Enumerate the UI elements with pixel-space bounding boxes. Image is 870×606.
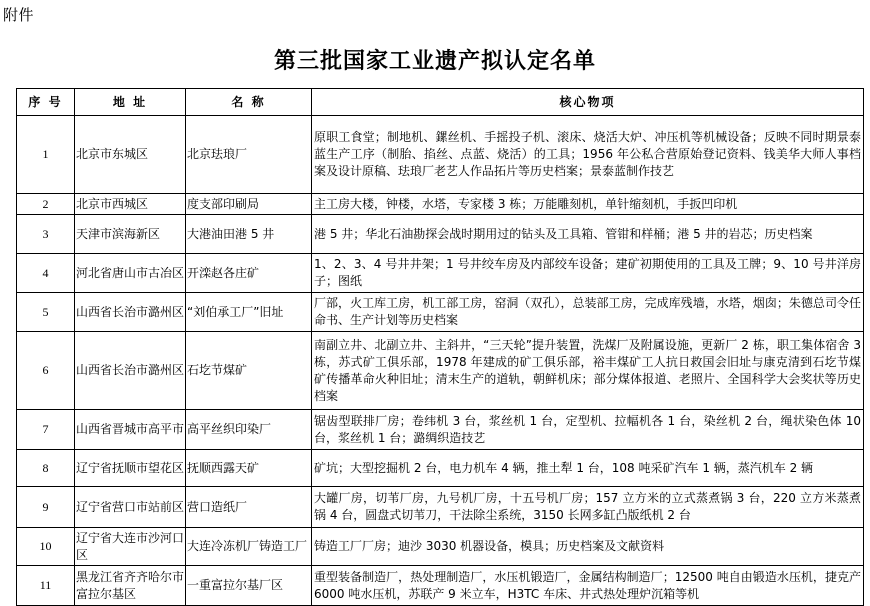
row-core-items: 1、2、3、4 号井井架；1 号井绞车房及内部绞车设备；建矿初期使用的工具及工牌；9、10 号井洋房子；图纸 — [312, 254, 864, 293]
row-name: 高平丝织印染厂 — [186, 410, 312, 450]
table-row — [17, 254, 864, 293]
row-address: 河北省唐山市古冶区 — [75, 254, 186, 293]
document-title: 第三批国家工业遗产拟认定名单 — [273, 49, 596, 74]
row-number: 5 — [17, 293, 75, 332]
table-row — [17, 528, 864, 566]
row-core-items: 重型装备制造厂，热处理制造厂，水压机锻造厂，金属结构制造厂；12500 吨自由锻造水压机，捷克产 6000 吨水压机，苏联产 9 米立车，H3TC 车床、井式热处理炉沉箱等机 — [312, 566, 864, 606]
table-row — [17, 410, 864, 450]
row-core-items: 南副立井、北副立井、主斜井，“三天轮”提升装置，洗煤厂及附属设施，更新厂 2 栋，职工集体宿舍 3 栋，苏式矿工俱乐部，1978 年建成的矿工俱乐部，裕丰煤矿工人抗日救国会旧址与康克清到石圪节煤矿传播革命火种旧址；清末生产的道轨，朝鲜机床；部分煤体报道、老照片、全国科学大会奖状等历史档案 — [312, 332, 864, 410]
row-name: 石圪节煤矿 — [186, 332, 312, 410]
row-number: 2 — [17, 194, 75, 215]
table-row — [17, 487, 864, 528]
row-core-items: 原职工食堂；制地机、鏍丝机、手摇投子机、滚床、烧活大炉、冲压机等机械设备；反映不同时期景泰蓝生产工序（制胎、掐丝、点蓝、烧活）的工具；1956 年公私合营原始登记资料、钱美华大师人事档案及设计原稿、珐琅厂老艺人作品拓片等历史档案；景泰蓝制作技艺 — [312, 116, 864, 194]
row-address: 北京市西城区 — [75, 194, 186, 215]
row-number: 3 — [17, 215, 75, 254]
row-address: 辽宁省大连市沙河口区 — [75, 528, 186, 566]
row-address: 辽宁省营口市站前区 — [75, 487, 186, 528]
row-core-items: 铸造工厂厂房；迪沙 3030 机器设备，模具；历史档案及文献资料 — [312, 528, 864, 566]
table-header-row — [17, 89, 864, 116]
row-number: 11 — [17, 566, 75, 606]
row-name: 大港油田港 5 井 — [186, 215, 312, 254]
table-row — [17, 566, 864, 606]
row-address: 北京市东城区 — [75, 116, 186, 194]
header-core-items: 核心物项 — [312, 89, 864, 116]
row-address: 黑龙江省齐齐哈尔市富拉尔基区 — [75, 566, 186, 606]
row-address: 辽宁省抚顺市望花区 — [75, 450, 186, 487]
table-row — [17, 293, 864, 332]
table-row — [17, 332, 864, 410]
row-number: 7 — [17, 410, 75, 450]
row-name: 开滦赵各庄矿 — [186, 254, 312, 293]
row-name: 大连冷冻机厂铸造工厂 — [186, 528, 312, 566]
row-core-items: 港 5 井；华北石油勘探会战时期用过的钻头及工具箱、管钳和样桶；港 5 井的岩芯；历史档案 — [312, 215, 864, 254]
row-number: 6 — [17, 332, 75, 410]
attachment-label: 附件 — [3, 6, 35, 24]
row-name: 北京珐琅厂 — [186, 116, 312, 194]
row-name: 一重富拉尔基厂区 — [186, 566, 312, 606]
heritage-list-table — [16, 88, 864, 606]
header-address: 地 址 — [75, 89, 186, 116]
row-number: 4 — [17, 254, 75, 293]
row-number: 10 — [17, 528, 75, 566]
row-name: 度支部印刷局 — [186, 194, 312, 215]
row-address: 山西省长治市潞州区 — [75, 332, 186, 410]
row-core-items: 锯齿型联排厂房；卷纬机 3 台，浆丝机 1 台，定型机、拉幅机各 1 台，染丝机 2 台，绳状染色体 10 台，浆丝机 1 台；潞绸织造技艺 — [312, 410, 864, 450]
row-number: 9 — [17, 487, 75, 528]
row-number: 1 — [17, 116, 75, 194]
row-number: 8 — [17, 450, 75, 487]
row-core-items: 大罐厂房，切苇厂房，九号机厂房，十五号机厂房；157 立方米的立式蒸煮锅 3 台，220 立方米蒸煮锅 4 台，圆盘式切苇刀，干法除尘系统，3150 长网多缸凸版纸机 2 台 — [312, 487, 864, 528]
row-core-items: 矿坑；大型挖掘机 2 台，电力机车 4 辆，推土犁 1 台，108 吨采矿汽车 1 辆，蒸汽机车 2 辆 — [312, 450, 864, 487]
row-address: 天津市滨海新区 — [75, 215, 186, 254]
table-row — [17, 450, 864, 487]
row-core-items: 主工房大楼，钟楼，水塔，专家楼 3 栋；万能雕刻机，单针缩刻机，手扳凹印机 — [312, 194, 864, 215]
row-name: 抚顺西露天矿 — [186, 450, 312, 487]
table-row — [17, 215, 864, 254]
header-name: 名 称 — [186, 89, 312, 116]
table-row — [17, 116, 864, 194]
table-row — [17, 194, 864, 215]
row-address: 山西省长治市潞州区 — [75, 293, 186, 332]
row-address: 山西省晋城市高平市 — [75, 410, 186, 450]
row-name: 营口造纸厂 — [186, 487, 312, 528]
row-core-items: 厂部，火工库工房，机工部工房，窑洞（双孔），总装部工房，完成库残墙，水塔，烟囱；朱德总司令任命书、生产计划等历史档案 — [312, 293, 864, 332]
row-name: “刘伯承工厂”旧址 — [186, 293, 312, 332]
header-number: 序 号 — [17, 89, 75, 116]
